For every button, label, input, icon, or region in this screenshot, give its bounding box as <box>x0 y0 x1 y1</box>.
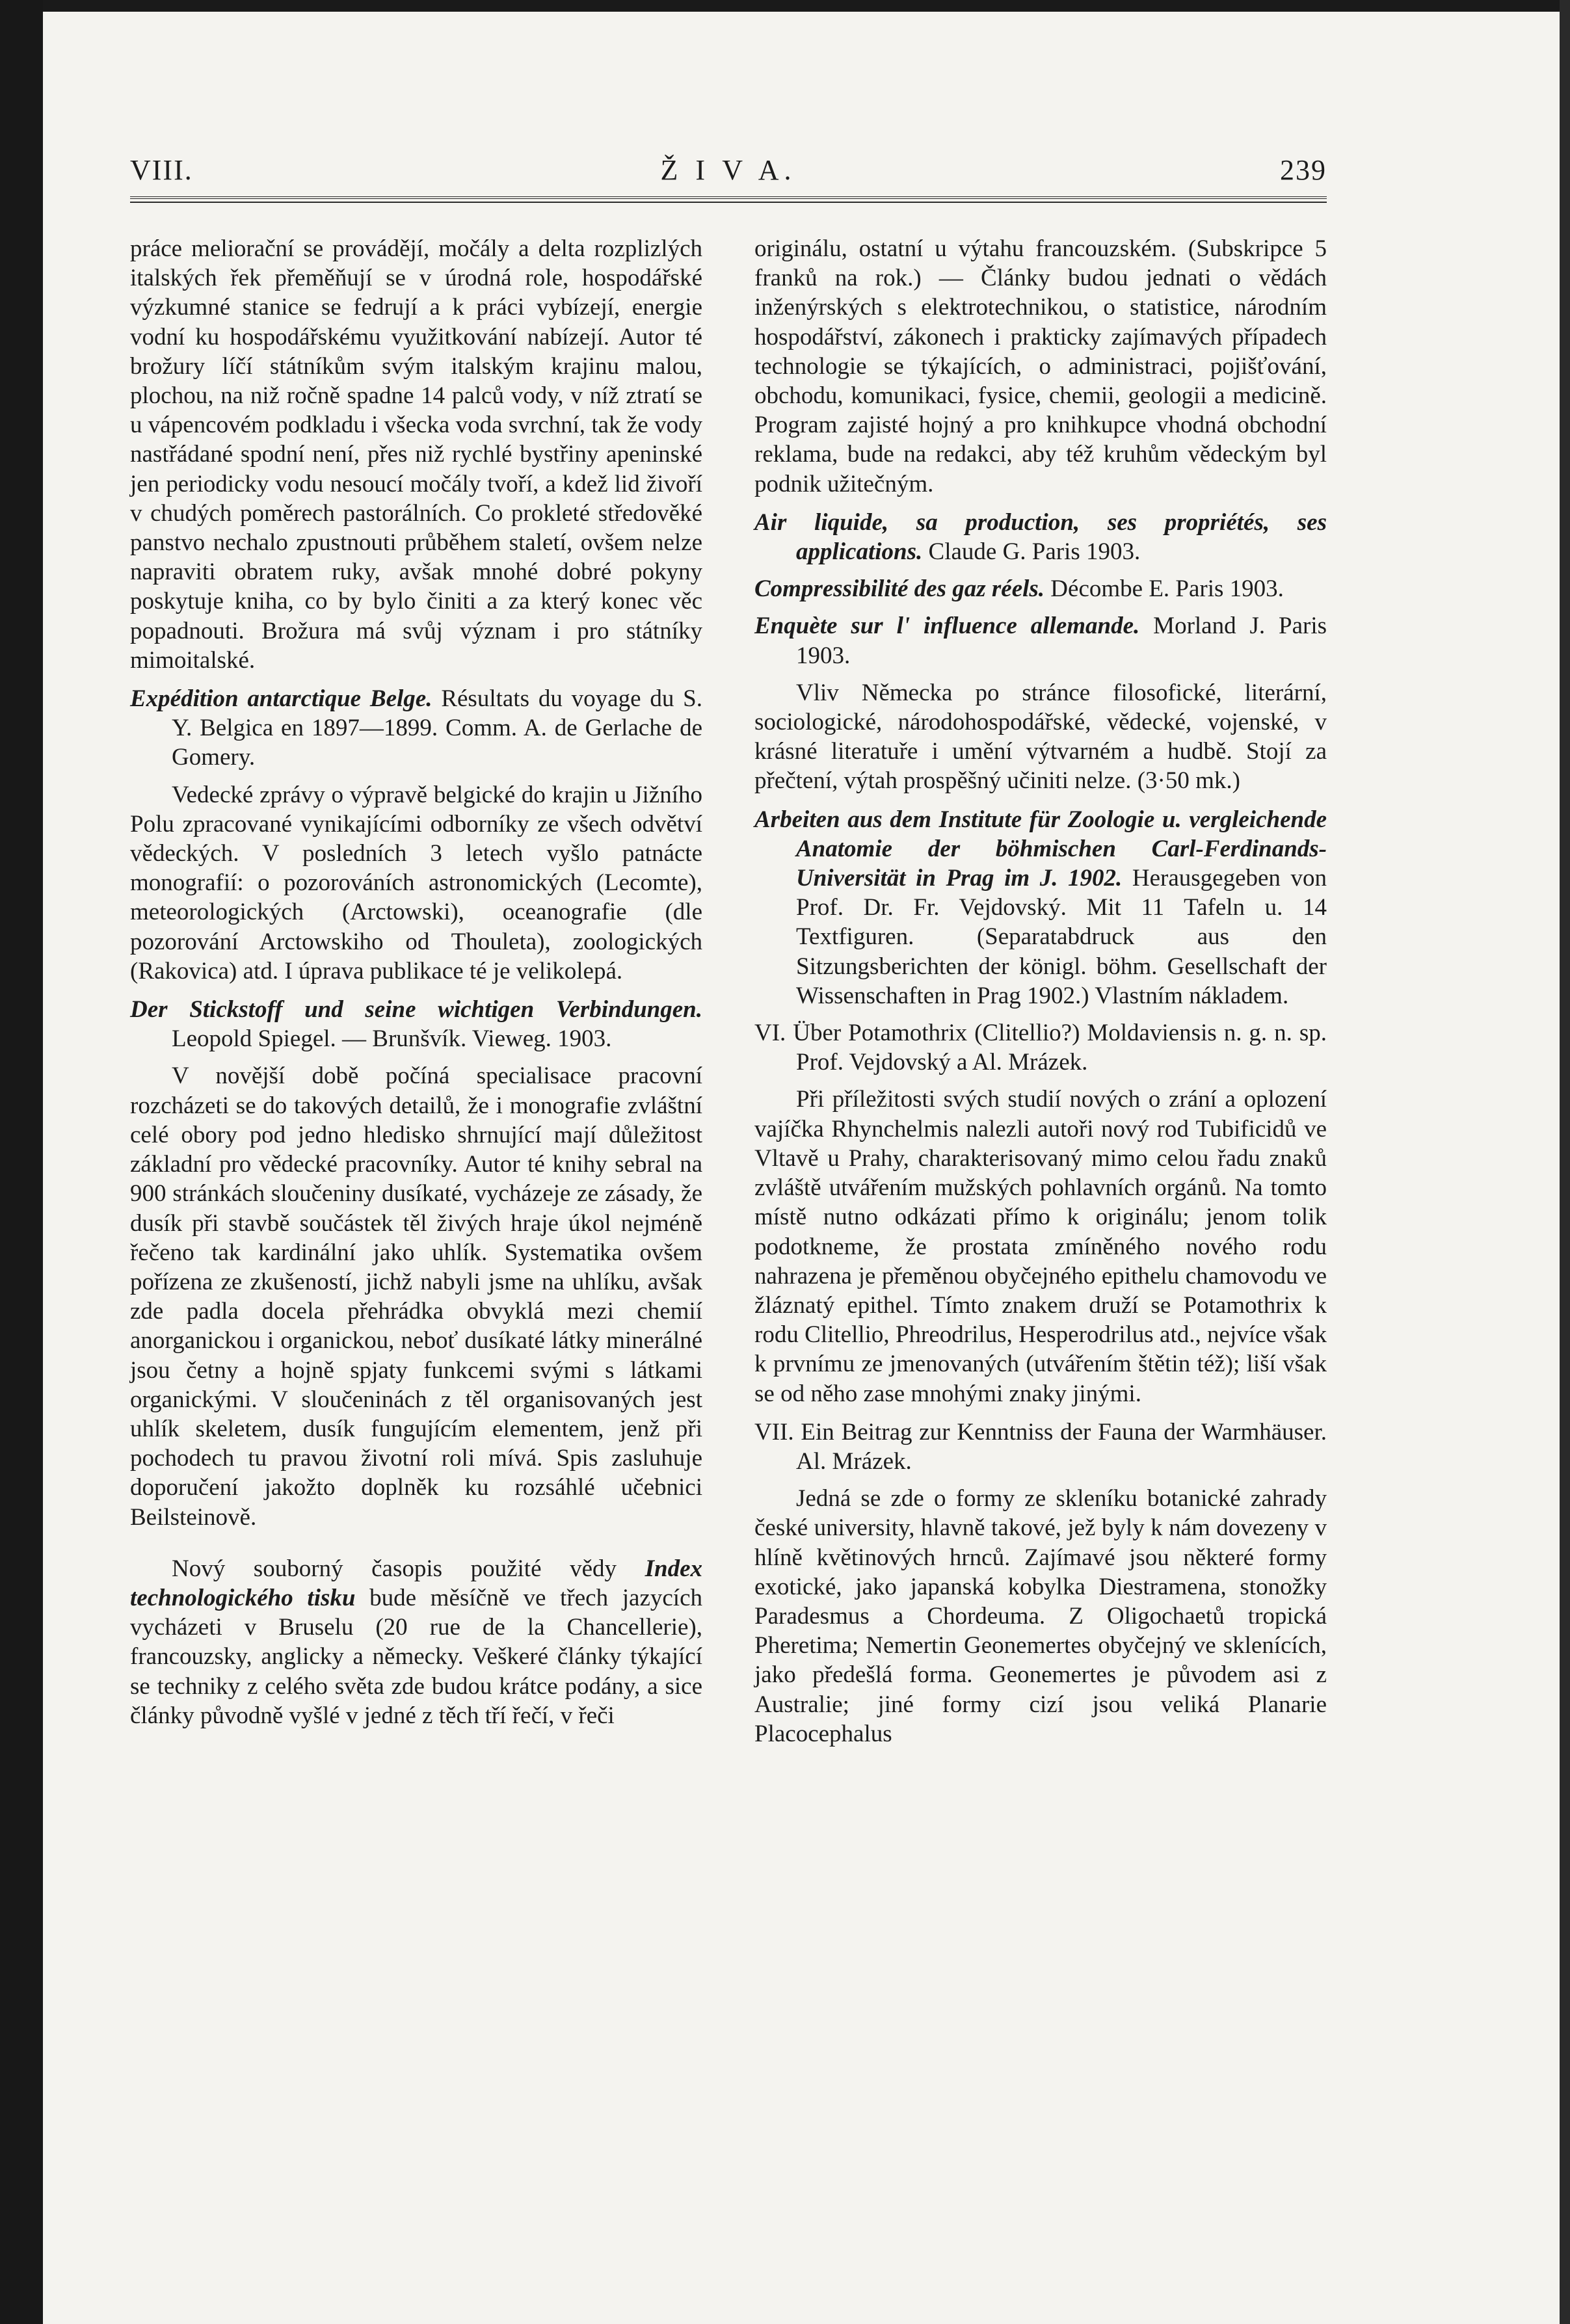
bibliographic-entry <box>754 574 1327 603</box>
numbered-entry: VI. Über Potamothrix (Clitellio?) Moldaviensis n. g. n. sp. Prof. Vejdovský a Al. Mrázek. <box>754 1020 1327 1076</box>
paragraph: práce meliorační se provádějí, močály a delta rozplizlých italských řek přeměňují se v úrodná role, hospodářské výzkumné stanice se fedrují a k práci vybízejí, energie vodní ku hospodářskému využitkování nabízejí. Autor té brožury líčí státníkům svým italským krajinu malou, plochou, na niž ročně spadne 14 palců vody, v níž ztratí se u vápencovém podkladu i všecka voda svrchní, tak že vody nastřádané spodní není, přes niž rychlé bystřiny apeninské jen periodicky vodu nesoucí močály tvoří, a kdež lid živoří v chudých poměrech pastorálních. Co prokleté středověké panstvo nechalo zpustnouti průběhem staletí, ovšem nelze napraviti obratem ruky, avšak mnohé dobré pokyny poskytuje kniha, co by bylo činiti a za který konec věc popadnouti. Brožura má svůj význam i pro státníky mimoitalské. <box>130 235 702 674</box>
entry-details: Résultats du voyage du S. Y. Belgica en 1897—1899. Comm. A. de Gerlache de Gomery. <box>172 685 702 771</box>
text-run: Nový souborný časopis použité vědy <box>172 1555 645 1582</box>
paragraph <box>130 1554 702 1730</box>
entry-details: Décombe E. Paris 1903. <box>1044 575 1284 603</box>
paragraph: Při příležitosti svých studií nových o zrání a oplození vajíčka Rhynchelmis nalezli autoři nový rod Tubificidů ve Vltavě u Prahy, charakterisovaný mimo celou řadu znaků zvláště utvářením mužských pohlavních orgánů. Na tomto místě nutno odkázati přímo k originálu; jenom tolik podotkneme, že prostata zmíněného nového rodu nahrazena je přeměnou obyčejného epithelu chamovodu ve žláznatý epithel. Tímto znakem druží se Potamothrix k rodu Clitellio, Phreodrilus, Hesperodrilus atd., nejvíce však k prvnímu ze jmenovaných (utvářením štětin též); liší však se od něho zase mnohými znaky jinými. <box>754 1086 1327 1407</box>
left-column <box>130 234 702 1739</box>
paragraph: Vliv Německa po stránce filosofické, literární, sociologické, národohospodářské, vědecké, vojenské, v krásné literatuře i umění výtvarném a hudbě. Stojí za přečtení, výtah prospěšný učiniti nelze. (3·50 mk.) <box>754 679 1327 795</box>
bibliographic-entry <box>130 995 702 1053</box>
running-header <box>130 153 1327 192</box>
journal-title: Ž I V A. <box>660 154 797 186</box>
paragraph: originálu, ostatní u výtahu francouzském. (Subskripce 5 franků na rok.) — Články budou jednati o vědách inženýrských s elektrotechnikou, o statistice, národním hospodářství, zákonech i prakticky zajímavých případech technologie se týkajících, o administraci, pojišťování, obchodu, komunikaci, fysice, chemii, geologii a medicině. Program zajisté hojný a pro knihkupce vhodná obchodní reklama, bude na redakci, aby též kruhům vědeckým byl podnik užitečným. <box>754 235 1327 497</box>
entry-title: Expédition antarctique Belge. <box>130 685 432 713</box>
entry-details: Leopold Spiegel. — Brunšvík. Vieweg. 1903. <box>172 1025 612 1053</box>
paragraph: Jedná se zde o formy ze skleníku botanické zahrady české university, hlavně takové, jež byly k nám dovezeny v hlíně květinových hrnců. Zajímavé jsou některé formy exotické, jako japanská kobylka Diestramena, stonožky Paradesmus a Chordeuma. Z Oligochaetů tropická Pheretima; Nemertin Geonemertes obyčejný ve sklenících, jako předešlá forma. Geonemertes je původem asi z Australie; jiné formy cizí jsou veliká Planarie Placocephalus <box>754 1485 1327 1747</box>
periodical-title: Index technologického tisku <box>130 1555 702 1611</box>
text-run: bude měsíčně ve třech jazycích vycházeti v Bruselu (20 rue de la Chancellerie), francouzsky, anglicky a německy. Veškeré články týkající se techniky z celého světa zde budou krátce podány, a sice články původně vyšlé v jedné z těch tří řečí, v řeči <box>130 1584 702 1729</box>
entry-title: Arbeiten aus dem Institute für Zoologie u. vergleichende Anatomie der böhmischen Carl-Ferdinands-Universität in Prag im J. 1902. <box>754 806 1327 892</box>
entry-details: Herausgegeben von Prof. Dr. Fr. Vejdovský. Mit 11 Tafeln u. 14 Textfiguren. (Separatabdruck aus den Sitzungsberichten der königl. böhm. Gesellschaft der Wissenschaften in Prag 1902.) Vlastním nákladem. <box>796 865 1327 1009</box>
header-rule-lower <box>130 202 1327 203</box>
journal-page <box>130 153 1327 2293</box>
numbered-entry: VII. Ein Beitrag zur Kenntniss der Fauna der Warmhäuser. Al. Mrázek. <box>754 1418 1327 1475</box>
entry-title: Compressibilité des gaz réels. <box>754 575 1045 603</box>
scan-top-edge <box>0 0 1570 12</box>
page-number: 239 <box>1280 154 1327 186</box>
scan-right-edge <box>1560 0 1570 2324</box>
scan-binding-edge <box>0 0 43 2324</box>
entry-title: Enquète sur l' influence allemande. <box>754 613 1140 640</box>
header-rule <box>130 196 1327 199</box>
bibliographic-entry <box>130 684 702 772</box>
entry-title: Air liquide, sa production, ses propriétés, ses applications. <box>754 508 1327 566</box>
paragraph: Vedecké zprávy o výpravě belgické do krajin u Jižního Polu zpracované vynikajícími odborníky ze všech odvětví vědeckých. V posledních 3 letech vyšlo patnácte monografií: o pozorováních astronomických (Lecomte), meteorologických (Arctowski), oceanografie (dle pozorování Arctowskiho od Thouleta), zoologických (Rakovica) atd. I úprava publikace té je velikolepá. <box>130 781 702 984</box>
entry-details: Claude G. Paris 1903. <box>922 538 1141 566</box>
right-column <box>754 234 1327 1758</box>
entry-title: Der Stickstoff und seine wichtigen Verbindungen. <box>130 996 702 1023</box>
paragraph: V novější době počíná specialisace pracovní rozcházeti se do takových detailů, že i monografie zvláštní celé obory pod jedno hledisko shrnující mají důležitost základní pro vědecké pracovníky. Autor té knihy sebral na 900 stránkách sloučeniny dusíkaté, vycházeje ze zásady, že dusík při stavbě součástek těl živých hraje úkol nejméně řečeno tak kardinální jako uhlík. Systematika ovšem pořízena ze zkušeností, jichž nabyli jsme na uhlíku, avšak zde padla docela přehrádka obvyklá mezi chemií anorganickou i organickou, neboť dusíkaté látky minerálné jsou četny a hojně spjaty funkcemi svými s látkami organickými. V sloučeninách z těl organisovaných jest uhlík skeletem, dusík fungujícím elementem, jenž při pochodech tu pravou životní roli mívá. Spis zasluhuje doporučení jakožto doplněk ku rozsáhlé učebnici Beilsteinově. <box>130 1063 702 1531</box>
bibliographic-entry <box>754 611 1327 670</box>
entry-details: Morland J. Paris 1903. <box>796 613 1327 669</box>
bibliographic-entry <box>754 508 1327 566</box>
bibliographic-entry <box>754 805 1327 1010</box>
volume-number: VIII. <box>130 154 193 186</box>
